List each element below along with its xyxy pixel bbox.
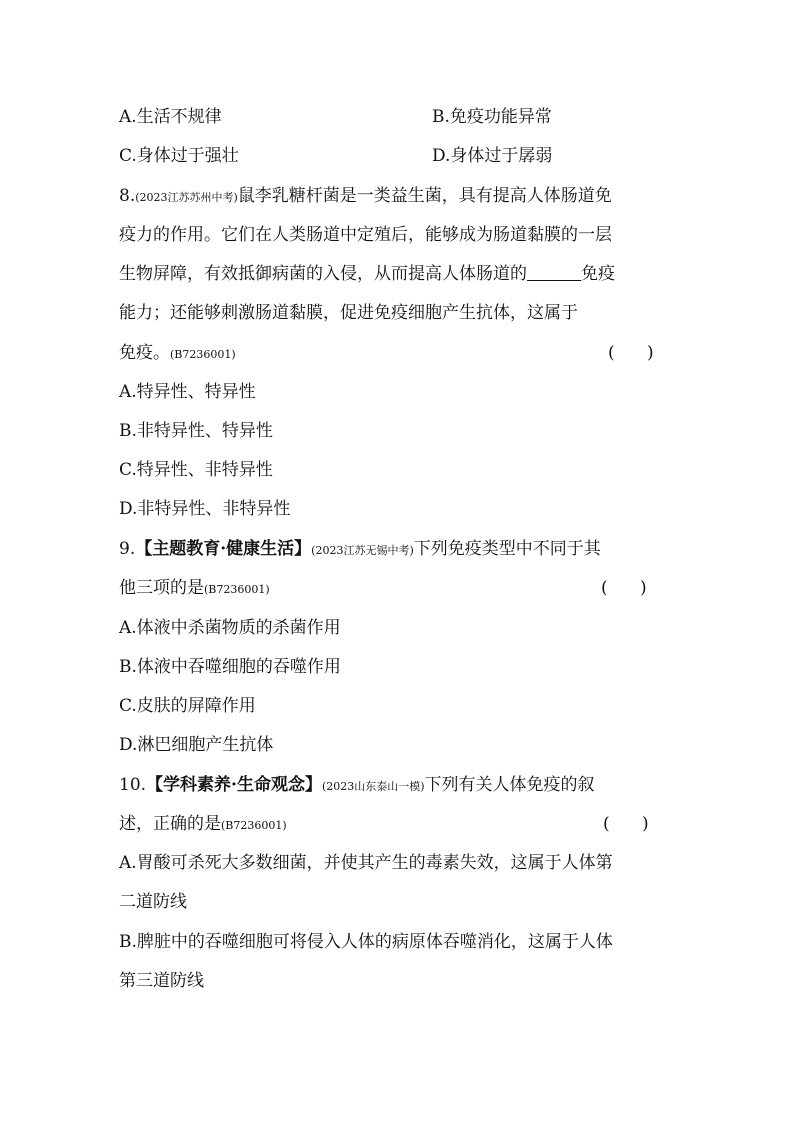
- q10-text-2: 述，正确的是: [119, 814, 221, 834]
- q9-stem-line-1: [119, 538, 601, 562]
- q10-answer-paren[interactable]: ( ): [603, 814, 649, 834]
- q9-source: (2023江苏无锡中考): [311, 544, 414, 557]
- q9-code: (B7236001): [204, 583, 270, 596]
- q8-text-3a: 生物屏障，有效抵御病菌的入侵，从而提高人体肠道的: [119, 264, 527, 284]
- q9-tag: 【主题教育·健康生活】: [135, 539, 312, 559]
- q8-code: (B7236001): [170, 348, 236, 361]
- q9-answer-paren[interactable]: ( ): [601, 578, 647, 598]
- q8-stem-line-4: 能力；还能够刺激肠道黏膜，促进免疫细胞产生抗体，这属于: [119, 303, 578, 323]
- q9-text-2: 他三项的是: [119, 578, 204, 598]
- q9-option-b[interactable]: B.体液中吞噬细胞的吞噬作用: [119, 657, 341, 677]
- q10-source: (2023山东泰山一模): [321, 780, 425, 793]
- q8-option-b[interactable]: B.非特异性、特异性: [119, 421, 273, 441]
- q9-option-a[interactable]: A.体液中杀菌物质的杀菌作用: [119, 618, 341, 638]
- q10-option-b-line-1[interactable]: B.脾脏中的吞噬细胞可将侵入人体的病原体吞噬消化，这属于人体: [119, 932, 613, 952]
- q8-option-a[interactable]: A.特异性、特异性: [119, 382, 256, 402]
- q9-text-1: 下列免疫类型中不同于其: [413, 539, 601, 559]
- q10-option-a-line-1[interactable]: A.胃酸可杀死大多数细菌，并使其产生的毒素失效，这属于人体第: [119, 853, 613, 873]
- q8-text-5: 免疫。: [119, 343, 170, 363]
- q8-option-d[interactable]: D.非特异性、非特异性: [119, 499, 291, 519]
- q7-options-row-1: [119, 106, 552, 128]
- q8-number: 8.: [119, 186, 136, 206]
- q8-answer-blank[interactable]: [527, 264, 581, 281]
- q8-source: (2023江苏苏州中考): [135, 191, 238, 204]
- q8-stem-line-3: [119, 263, 615, 285]
- q7-options-row-2: [119, 145, 553, 167]
- q10-code: (B7236001): [221, 819, 287, 832]
- q8-text-3b: 免疫: [581, 264, 615, 284]
- q7-option-b[interactable]: B.免疫功能异常: [432, 107, 552, 127]
- q10-tag: 【学科素养·生命观念】: [146, 775, 322, 795]
- q10-stem-line-1: [119, 774, 595, 798]
- q8-answer-paren[interactable]: ( ): [608, 343, 654, 363]
- q8-stem-line-1: [119, 185, 612, 209]
- q10-option-a-line-2[interactable]: 二道防线: [119, 892, 187, 912]
- q7-option-c[interactable]: C.身体过于强壮: [119, 146, 239, 166]
- q10-text-1: 下列有关人体免疫的叙: [424, 775, 595, 795]
- q10-number: 10.: [119, 775, 147, 795]
- q10-stem-line-2: [119, 813, 287, 837]
- q8-option-c[interactable]: C.特异性、非特异性: [119, 460, 273, 480]
- q9-option-c[interactable]: C.皮肤的屏障作用: [119, 696, 256, 716]
- q8-stem-line-2: 疫力的作用。它们在人类肠道中定殖后，能够成为肠道黏膜的一层: [119, 225, 612, 245]
- q7-option-d[interactable]: D.身体过于孱弱: [432, 146, 553, 166]
- q8-stem-line-5: [119, 342, 236, 366]
- q9-stem-line-2: [119, 577, 270, 601]
- q7-option-a[interactable]: A.生活不规律: [119, 107, 222, 127]
- q10-option-b-line-2[interactable]: 第三道防线: [119, 971, 204, 991]
- q9-number: 9.: [119, 539, 136, 559]
- q8-text-1: 鼠李乳糖杆菌是一类益生菌，具有提高人体肠道免: [237, 186, 612, 206]
- q9-option-d[interactable]: D.淋巴细胞产生抗体: [119, 735, 274, 755]
